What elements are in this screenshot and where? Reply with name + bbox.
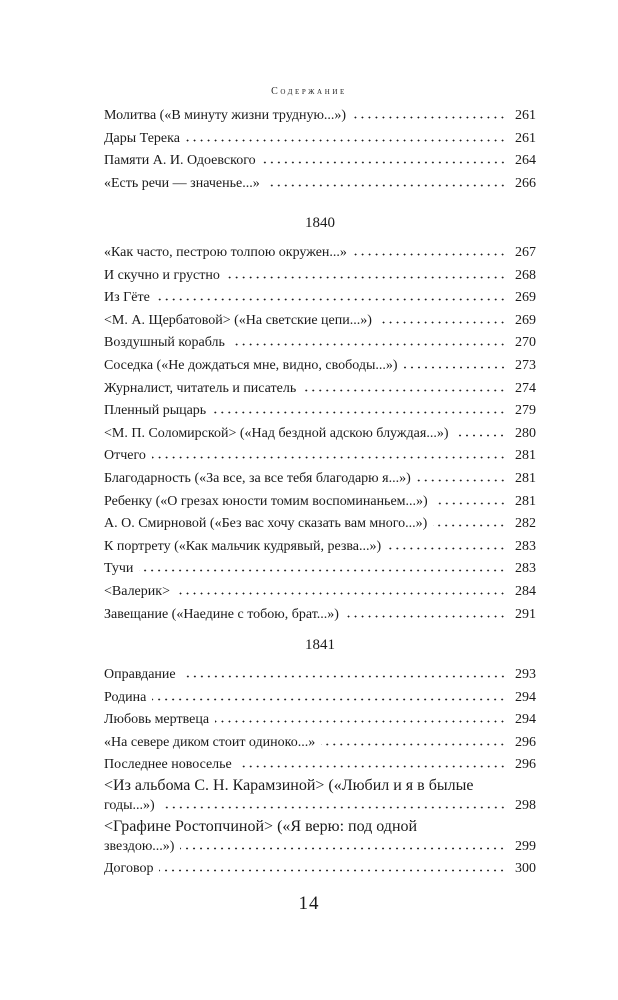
entry-title: «На севере диком стоит одиноко...»: [104, 734, 316, 750]
toc-entry: [104, 709, 536, 732]
entry-title: Последнее новоселье: [104, 757, 232, 773]
entry-title: Оправдание: [104, 667, 176, 682]
toc-entry: [104, 423, 536, 446]
entry-page: 269: [515, 290, 536, 306]
toc-entry: [104, 581, 536, 604]
leader-dots: [212, 403, 506, 414]
entry-page: 296: [515, 757, 536, 773]
entry-title: Тучи: [104, 561, 134, 577]
toc-entry: [104, 150, 536, 173]
leader-dots: [231, 335, 506, 346]
toc-entry: [104, 310, 536, 333]
entry-page: 273: [515, 357, 536, 373]
toc-entry: [104, 105, 536, 128]
leader-dots: [180, 839, 506, 850]
entry-title: <М. А. Щербатовой> («На светские цепи...»): [104, 312, 372, 328]
entry-page: 274: [515, 380, 536, 396]
entry-title: Из Гёте: [104, 290, 150, 306]
entry-page: 266: [515, 175, 536, 191]
toc-entry-multiline: [104, 818, 536, 859]
leader-dots: [238, 757, 506, 768]
entry-page: 291: [515, 606, 536, 622]
entry-title: Любовь мертвеца: [104, 712, 210, 728]
toc-entry: [104, 128, 536, 151]
leader-dots: [302, 381, 506, 392]
entry-title: «Как часто, пестрою толпою окружен...»: [104, 245, 347, 260]
entry-page: 299: [515, 838, 536, 854]
leader-dots: [161, 798, 506, 809]
entry-page: 283: [515, 538, 536, 554]
leader-dots: [226, 268, 506, 279]
toc-entry: [104, 287, 536, 310]
leader-dots: [176, 584, 506, 595]
entry-title: Родина: [104, 689, 147, 705]
leader-dots: [186, 131, 506, 142]
toc-entry: [104, 754, 536, 777]
section-year-1840: 1840: [305, 215, 335, 231]
entry-title: Памяти А. И. Одоевского: [104, 153, 256, 169]
leader-dots: [352, 108, 506, 119]
leader-dots: [454, 426, 506, 437]
entry-title: К портрету («Как мальчик кудрявый, резва...»): [104, 538, 382, 554]
toc-entry: [104, 664, 536, 687]
leader-dots: [345, 607, 506, 618]
toc-entry-multiline: [104, 777, 536, 818]
toc-entry: [104, 378, 536, 401]
entry-page: 270: [515, 335, 536, 351]
entry-title: Благодарность («За все, за все тебя благодарю я...»): [104, 470, 411, 486]
entry-continuation: [104, 836, 536, 859]
running-head: Содержание: [271, 86, 347, 97]
leader-dots: [156, 290, 506, 301]
entry-page: 264: [515, 153, 536, 169]
toc-entry: [104, 242, 536, 265]
entry-title: Договор: [104, 861, 154, 877]
leader-dots: [152, 690, 506, 701]
page-number: 14: [298, 893, 320, 914]
entry-page: 294: [515, 712, 536, 728]
entry-title: Соседка («Не дождаться мне, видно, свободы...»): [104, 357, 398, 373]
leader-dots: [152, 448, 506, 459]
toc-group-1840: [104, 242, 536, 626]
toc-group-top: [104, 105, 536, 195]
leader-dots: [139, 561, 506, 572]
entry-page: 294: [515, 689, 536, 705]
leader-dots: [262, 153, 506, 164]
toc-entry: [104, 558, 536, 581]
toc-entry: [104, 355, 536, 378]
entry-page: 282: [515, 516, 536, 532]
entry-page: 267: [515, 245, 536, 260]
leader-dots: [321, 735, 506, 746]
entry-page: 281: [515, 493, 536, 509]
entry-page: 296: [515, 734, 536, 750]
entry-title: <Валерик>: [104, 583, 170, 599]
entry-page: 261: [515, 130, 536, 146]
entry-title-line1: <Графине Ростопчиной> («Я верю: под одной: [104, 817, 418, 835]
toc-entry: [104, 491, 536, 514]
leader-dots: [433, 516, 506, 527]
entry-title: А. О. Смирновой («Без вас хочу сказать вам много...»): [104, 516, 428, 532]
toc-entry: [104, 687, 536, 710]
leader-dots: [387, 539, 506, 550]
toc-entry: [104, 604, 536, 627]
entry-page: 280: [515, 425, 536, 441]
entry-title: Пленный рыцарь: [104, 403, 207, 419]
toc-entry: [104, 445, 536, 468]
entry-title: Воздушный корабль: [104, 335, 225, 351]
entry-page: 268: [515, 267, 536, 283]
entry-title-line1: <Из альбома С. Н. Карамзиной> («Любил и я в былые: [104, 776, 474, 794]
leader-dots: [159, 861, 506, 872]
toc-entry: [104, 265, 536, 288]
entry-title: Ребенку («О грезах юности томим воспоминаньем...»): [104, 493, 428, 509]
entry-page: 279: [515, 403, 536, 419]
entry-page: 261: [515, 108, 536, 123]
entry-page: 269: [515, 312, 536, 328]
entry-title: Завещание («Наедине с тобою, брат...»): [104, 606, 339, 622]
entry-title-line2: годы...»): [104, 797, 155, 813]
leader-dots: [182, 667, 506, 678]
entry-title: <М. П. Соломирской> («Над бездной адскою блуждая...»): [104, 425, 449, 441]
entry-title: Отчего: [104, 448, 146, 464]
toc-entry: [104, 513, 536, 536]
toc-entry: [104, 332, 536, 355]
entry-title-line2: звездою...»): [104, 838, 175, 854]
entry-title: Журналист, читатель и писатель: [104, 380, 297, 396]
entry-page: 283: [515, 561, 536, 577]
leader-dots: [353, 245, 506, 256]
toc-entry: [104, 468, 536, 491]
section-year-1841: 1841: [305, 637, 335, 653]
leader-dots: [417, 471, 506, 482]
entry-title: И скучно и грустно: [104, 267, 220, 283]
entry-title: Дары Терека: [104, 130, 180, 146]
entry-page: 281: [515, 448, 536, 464]
leader-dots: [266, 176, 506, 187]
toc-entry: [104, 536, 536, 559]
entry-continuation: [104, 795, 536, 818]
entry-page: 298: [515, 797, 536, 813]
leader-dots: [404, 358, 506, 369]
toc-entry: [104, 732, 536, 755]
toc-entry: [104, 400, 536, 423]
leader-dots: [434, 494, 506, 505]
toc-group-1841: [104, 664, 536, 881]
entry-page: 300: [515, 861, 536, 877]
leader-dots: [378, 313, 506, 324]
leader-dots: [215, 712, 506, 723]
entry-title: Молитва («В минуту жизни трудную...»): [104, 108, 347, 123]
toc-entry: [104, 858, 536, 881]
entry-page: 281: [515, 470, 536, 486]
entry-page: 293: [515, 667, 536, 682]
toc-entry: [104, 173, 536, 196]
entry-title: «Есть речи — значенье...»: [104, 175, 260, 191]
entry-page: 284: [515, 583, 536, 599]
